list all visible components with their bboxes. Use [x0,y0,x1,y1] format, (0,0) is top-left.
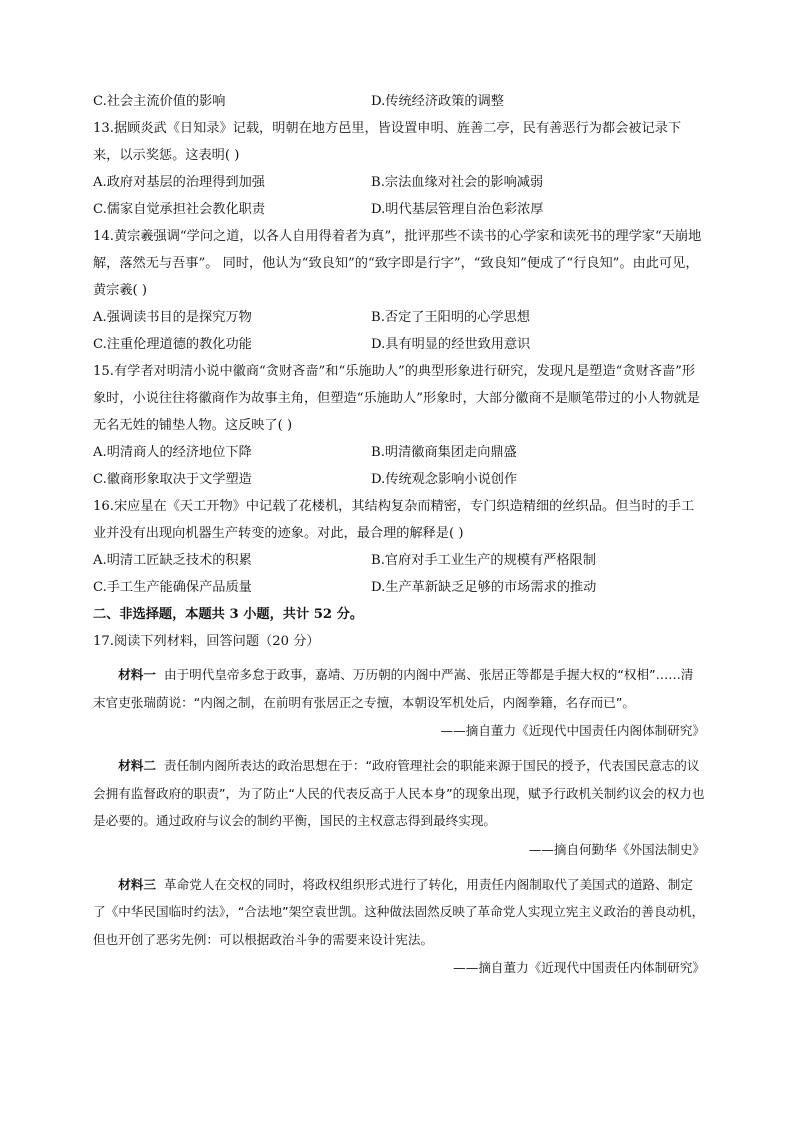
q15-option-b: B.明清徽商集团走向鼎盛 [371,445,517,460]
q15-option-c: C.徽商形象取决于文学塑造 [93,472,252,487]
q13-option-d: D.明代基层管理自治色彩浓厚 [371,202,544,217]
q16-options-row-cd [93,574,705,601]
q14-option-b: B.否定了王阳明的心学思想 [371,310,530,325]
material-3-label: 材料三 [118,876,156,892]
q14-option-d: D.具有明显的经世致用意识 [371,337,531,352]
material-2 [93,752,705,835]
q15-option-a: A.明清商人的经济地位下降 [93,445,252,460]
q16-options-row-ab [93,547,705,574]
q13-option-c: C.儒家自觉承担社会教化职责 [93,202,266,217]
q16-option-d: D.生产革新缺乏足够的市场需求的推动 [371,580,597,595]
section-heading: 二、非选择题，本题共 3 小题，共计 52 分。 [93,607,364,622]
q16-stem: 16.宋应星在《天工开物》中记载了花楼机，其结构复杂而精密，专门织造精细的丝织品。但当时的手工业并没有出现向机器生产转变的迹象。对此，最合理的解释是( ) [93,499,695,541]
q14-option-c: C.注重伦理道德的教化功能 [93,337,252,352]
q13-options-row-cd [93,196,705,223]
q12-option-d: D.传统经济政策的调整 [371,94,504,109]
q12-option-c: C.社会主流价值的影响 [93,94,226,109]
q13-option-b: B.宗法血缘对社会的影响减弱 [371,175,544,190]
material-2-source: ——摘自何勤华《外国法制史》 [528,841,705,857]
q14-stem: 14.黄宗羲强调“学问之道，以各人自用得着者为真”，批评那些不读书的心学家和读死书的理学家“天崩地解，落然无与吾事”。 同时，他认为“致良知”的“致字即是行字”，“致良知”便成了“行良知”。由此可见，黄宗羲( ) [93,229,702,298]
q13-stem: 13.据顾炎武《日知录》记载，明朝在地方邑里，皆设置申明、旌善二亭，民有善恶行为都会被记录下来，以示奖惩。这表明( ) [93,121,682,163]
q12-options-row-cd [93,88,705,115]
material-2-label: 材料二 [118,758,156,773]
material-1 [93,661,705,716]
material-3-text: 革命党人在交权的同时，将政权组织形式进行了转化，用责任内阁制取代了美国式的道路、制定了《中华民国临时约法》，“合法地”架空袁世凯。这种做法固然反映了革命党人实现立宪主义政治的善良动机，但也开创了恶劣先例：可以根据政治斗争的需要来设计宪法。 [93,876,705,947]
q15-option-d: D.传统观念影响小说创作 [371,472,518,487]
exam-page [93,88,705,983]
material-1-label: 材料一 [118,667,156,682]
q14-options-row-ab [93,304,705,331]
material-1-source: ——摘自董力《近现代中国责任内阁体制研究》 [440,723,705,738]
q13-option-a: A.政府对基层的治理得到加强 [93,175,265,190]
q15-options-row-cd [93,466,705,493]
q15-options-row-ab [93,439,705,466]
material-3-source: ——摘自董力《近现代中国责任内体制研究》 [453,960,705,975]
q16-option-a: A.明清工匠缺乏技术的积累 [93,553,252,568]
q14-option-a: A.强调读书目的是探究万物 [93,310,252,325]
material-1-text: 由于明代皇帝多怠于政事，嘉靖、万历朝的内阁中严嵩、张居正等都是手握大权的“权相”……清末官吏张瑞荫说：“内阁之制，在前明有张居正之专擅，本朝设军机处后，内阁拳籍，名存而已”。 [93,667,694,710]
q17-stem: 17.阅读下列材料，回答问题（20 分） [93,634,320,649]
material-3 [93,871,705,954]
material-2-text: 责任制内阁所表达的政治思想在于：“政府管理社会的职能来源于国民的授予，代表国民意志的议会拥有监督政府的职责”，为了防止“人民的代表反高于人民本身”的现象出现，赋予行政机关制约议会的权力也是必要的。通过政府与议会的制约平衡，国民的主权意志得到最终实现。 [93,758,705,828]
q16-option-c: C.手工生产能确保产品质量 [93,580,252,595]
q16-option-b: B.官府对手工业生产的规模有严格限制 [371,553,596,568]
q13-options-row-ab [93,169,705,196]
q15-stem: 15.有学者对明清小说中徽商“贪财吝啬”和“乐施助人”的典型形象进行研究，发现凡是塑造“贪财吝啬”形象时，小说往往将徽商作为故事主角，但塑造“乐施助人”形象时，大部分徽商不是顺笔带过的小人物就是无名无姓的铺垫人物。这反映了( ) [93,364,700,433]
q14-options-row-cd [93,331,705,358]
